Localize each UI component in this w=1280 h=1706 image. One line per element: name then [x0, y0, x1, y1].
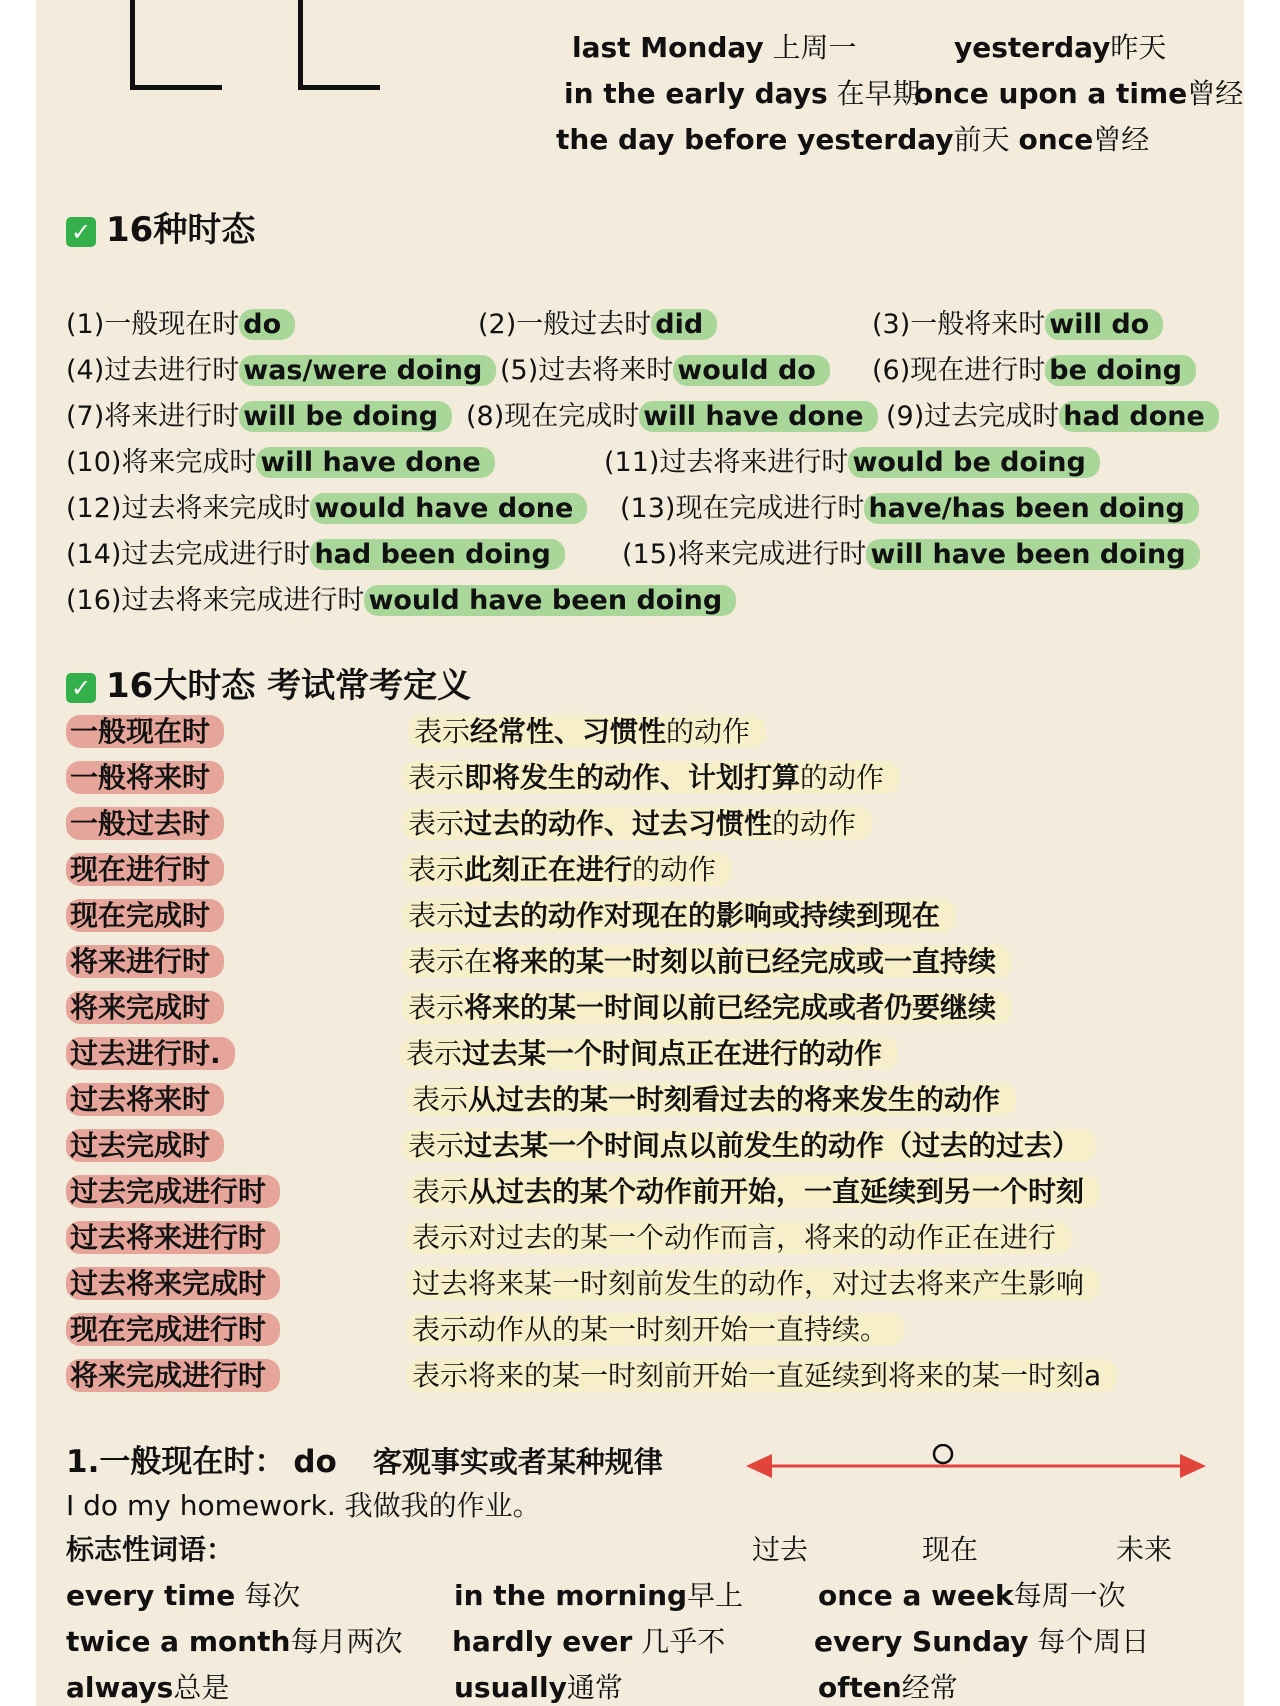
definition-text: 表示在将来的某一时刻以前已经完成或一直持续 — [402, 940, 1012, 980]
definition-text: 过去将来某一时刻前发生的动作，对过去将来产生影响 — [406, 1262, 1100, 1302]
definition-row: 过去完成进行时 — [66, 1170, 280, 1210]
definition-row: 将来进行时 — [66, 940, 224, 980]
tense-item: (15)将来完成进行时 will have been doing — [622, 532, 1200, 571]
signal-word: often经常 — [818, 1671, 958, 1704]
definition-text: 表示将来的某一时刻前开始一直延续到将来的某一时刻a — [406, 1354, 1117, 1394]
tense-item: (12)过去将来完成时 would have done — [66, 486, 587, 525]
timeline-label-future: 未来 — [1116, 1533, 1173, 1566]
timeline-label-past: 过去 — [752, 1533, 809, 1566]
definition-row: 过去将来时 — [66, 1078, 224, 1118]
definition-row: 现在完成进行时 — [66, 1308, 280, 1348]
timeline-diagram — [746, 1444, 1206, 1494]
checkmark-icon: ✓ — [66, 673, 96, 703]
tense-heading: 1.一般现在时： do 客观事实或者某种规律 — [66, 1444, 663, 1480]
definition-row: 现在完成时 — [66, 894, 224, 934]
signal-word: every Sunday 每个周日 — [814, 1625, 1150, 1658]
signal-word: once a week每周一次 — [818, 1579, 1126, 1612]
phrase-day-before: the day before yesterday前天 once曾经 — [556, 123, 1150, 156]
definition-row: 过去进行时. — [66, 1032, 235, 1072]
tense-item: (6)现在进行时 be doing — [872, 348, 1196, 387]
definition-row: 一般过去时 — [66, 802, 224, 842]
tense-item: (13)现在完成进行时 have/has been doing — [620, 486, 1199, 525]
arrow-left-icon — [746, 1454, 772, 1478]
definition-row: 一般将来时 — [66, 756, 224, 796]
example-sentence: I do my homework. 我做我的作业。 — [66, 1489, 541, 1522]
signal-word: usually通常 — [454, 1671, 623, 1704]
definition-text: 表示从过去的某个动作前开始，一直延续到另一个时刻 — [406, 1170, 1100, 1210]
section-title-16-tenses: ✓ 16种时态 — [66, 202, 255, 251]
arrow-right-icon — [1180, 1454, 1206, 1478]
definition-row: 过去将来完成时 — [66, 1262, 280, 1302]
definition-text: 表示过去的动作、过去习惯性的动作 — [402, 802, 872, 842]
signal-word: always总是 — [66, 1671, 230, 1704]
signal-word: hardly ever 几乎不 — [452, 1625, 726, 1658]
tense-item: (11)过去将来进行时 would be doing — [604, 440, 1100, 479]
phrase-last-monday: last Monday 上周一 — [572, 31, 857, 64]
definition-text: 表示经常性、习惯性的动作 — [408, 710, 766, 750]
page — [36, 0, 1244, 1706]
definition-row: 将来完成进行时 — [66, 1354, 280, 1394]
section-title-definitions: ✓ 16大时态 考试常考定义 — [66, 658, 471, 707]
timeline-label-now: 现在 — [922, 1533, 979, 1566]
definition-row: 过去完成时 — [66, 1124, 224, 1164]
definition-row: 过去将来进行时 — [66, 1216, 280, 1256]
tense-item: (16)过去将来完成进行时 would have been doing — [66, 578, 736, 617]
phrase-once-upon: once upon a time曾经 — [914, 77, 1244, 110]
definition-text: 表示此刻正在进行的动作 — [402, 848, 732, 888]
tense-item: (8)现在完成时 will have done — [466, 394, 878, 433]
tense-item: (9)过去完成时 had done — [886, 394, 1219, 433]
definition-text: 表示从过去的某一时刻看过去的将来发生的动作 — [406, 1078, 1016, 1118]
phrase-early-days: in the early days 在早期 — [564, 77, 921, 110]
tense-item: (2)一般过去时 did — [478, 302, 717, 341]
definition-text: 表示过去某一个时间点正在进行的动作 — [400, 1032, 898, 1072]
definition-text: 表示即将发生的动作、计划打算的动作 — [402, 756, 900, 796]
tense-item: (14)过去完成进行时 had been doing — [66, 532, 565, 571]
definition-text: 表示过去某一个时间点以前发生的动作（过去的过去） — [402, 1124, 1096, 1164]
checkmark-icon: ✓ — [66, 217, 96, 247]
signal-word: twice a month每月两次 — [66, 1625, 403, 1658]
tense-item: (7)将来进行时 will be doing — [66, 394, 452, 433]
definition-text: 表示动作从的某一时刻开始一直持续。 — [406, 1308, 904, 1348]
signal-word: in the morning早上 — [454, 1579, 744, 1612]
tense-item: (10)将来完成时 will have done — [66, 440, 495, 479]
definition-text: 表示将来的某一时间以前已经完成或者仍要继续 — [402, 986, 1012, 1026]
phrase-yesterday: yesterday昨天 — [954, 31, 1167, 64]
definition-row: 将来完成时 — [66, 986, 224, 1026]
definition-text: 表示过去的动作对现在的影响或持续到现在 — [402, 894, 956, 934]
tense-item: (1)一般现在时 do — [66, 302, 295, 341]
signal-words-title: 标志性词语： — [66, 1533, 235, 1566]
tense-item: (3)一般将来时 will do — [872, 302, 1163, 341]
definition-text: 表示对过去的某一个动作而言，将来的动作正在进行 — [406, 1216, 1072, 1256]
definition-row: 现在进行时 — [66, 848, 224, 888]
tense-item: (5)过去将来时 would do — [500, 348, 830, 387]
definition-row: 一般现在时 — [66, 710, 224, 750]
tense-item: (4)过去进行时 was/were doing — [66, 348, 496, 387]
signal-word: every time 每次 — [66, 1579, 301, 1612]
now-marker-icon — [934, 1445, 952, 1463]
